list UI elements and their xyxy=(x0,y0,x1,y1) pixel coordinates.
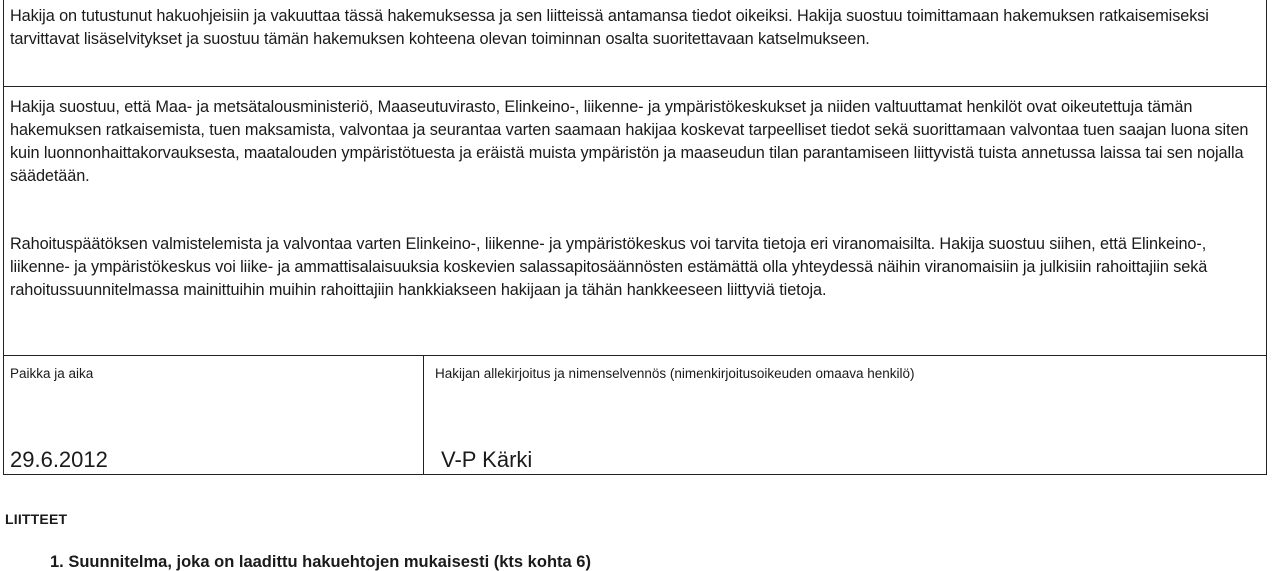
signature-column-divider xyxy=(423,355,424,475)
declaration-form-box xyxy=(3,0,1267,475)
declaration-paragraph-authorities: Hakija suostuu, että Maa- ja metsätalousministeriö, Maaseutuvirasto, Elinkeino-, liikenne- ja ympäristökeskukset ja niiden valtuuttamat henkilöt ovat oikeutettuja tämän hakemuksen ratkaisemista, tuen maksamista, valvontaa ja seurantaa varten saamaan hakijaa koskevat tarpeelliset tiedot sekä suorittamaan valvontaa tuen saajan luona siten kuin luonnonhaittakorvauksesta, maatalouden ympäristötuesta ja eräistä muista ympäristön ja maaseudun tilan parantamiseen liittyvistä tuista annetussa laissa tai sen nojalla säädetään. xyxy=(10,98,1249,185)
signature-name-field[interactable]: V-P Kärki xyxy=(441,447,533,472)
section-divider xyxy=(4,86,1266,87)
declaration-paragraph-financing: Rahoituspäätöksen valmistelemista ja valvontaa varten Elinkeino-, liikenne- ja ympäristökeskus voi tarvita tietoja eri viranomaisilta. Hakija suostuu siihen, että Elinkeino-, liikenne- ja ympäristökeskus voi liike- ja ammattisalaisuuksia koskevien salassapitosäännösten estämättä olla yhteydessä näihin viranomaisiin ja julkisiin rahoittajiin sekä rahoitussuunnitelmassa mainittuihin muihin rahoittajiin hankkiakseen hakijaan ja tähän hankkeeseen liittyviä tietoja. xyxy=(10,235,1208,299)
declaration-paragraph-consent: Hakija on tutustunut hakuohjeisiin ja vakuuttaa tässä hakemuksessa ja sen liitteissä antamansa tiedot oikeiksi. Hakija suostuu toimittamaan hakemuksen ratkaisemiseksi tarvittavat lisäselvitykset ja suostuu tämän hakemuksen kohteena olevan toiminnan osalta suoritettavaan katselmukseen. xyxy=(10,7,1209,48)
place-date-field[interactable]: 29.6.2012 xyxy=(10,447,108,472)
attachment-item: 1. Suunnitelma, joka on laadittu hakuehtojen mukaisesti (kts kohta 6) xyxy=(50,553,591,571)
attachments-title: LIITTEET xyxy=(5,511,68,527)
signature-label: Hakijan allekirjoitus ja nimenselvennös (nimenkirjoitusoikeuden omaava henkilö) xyxy=(435,366,915,381)
place-date-label: Paikka ja aika xyxy=(10,366,94,381)
signature-divider xyxy=(4,355,1266,356)
